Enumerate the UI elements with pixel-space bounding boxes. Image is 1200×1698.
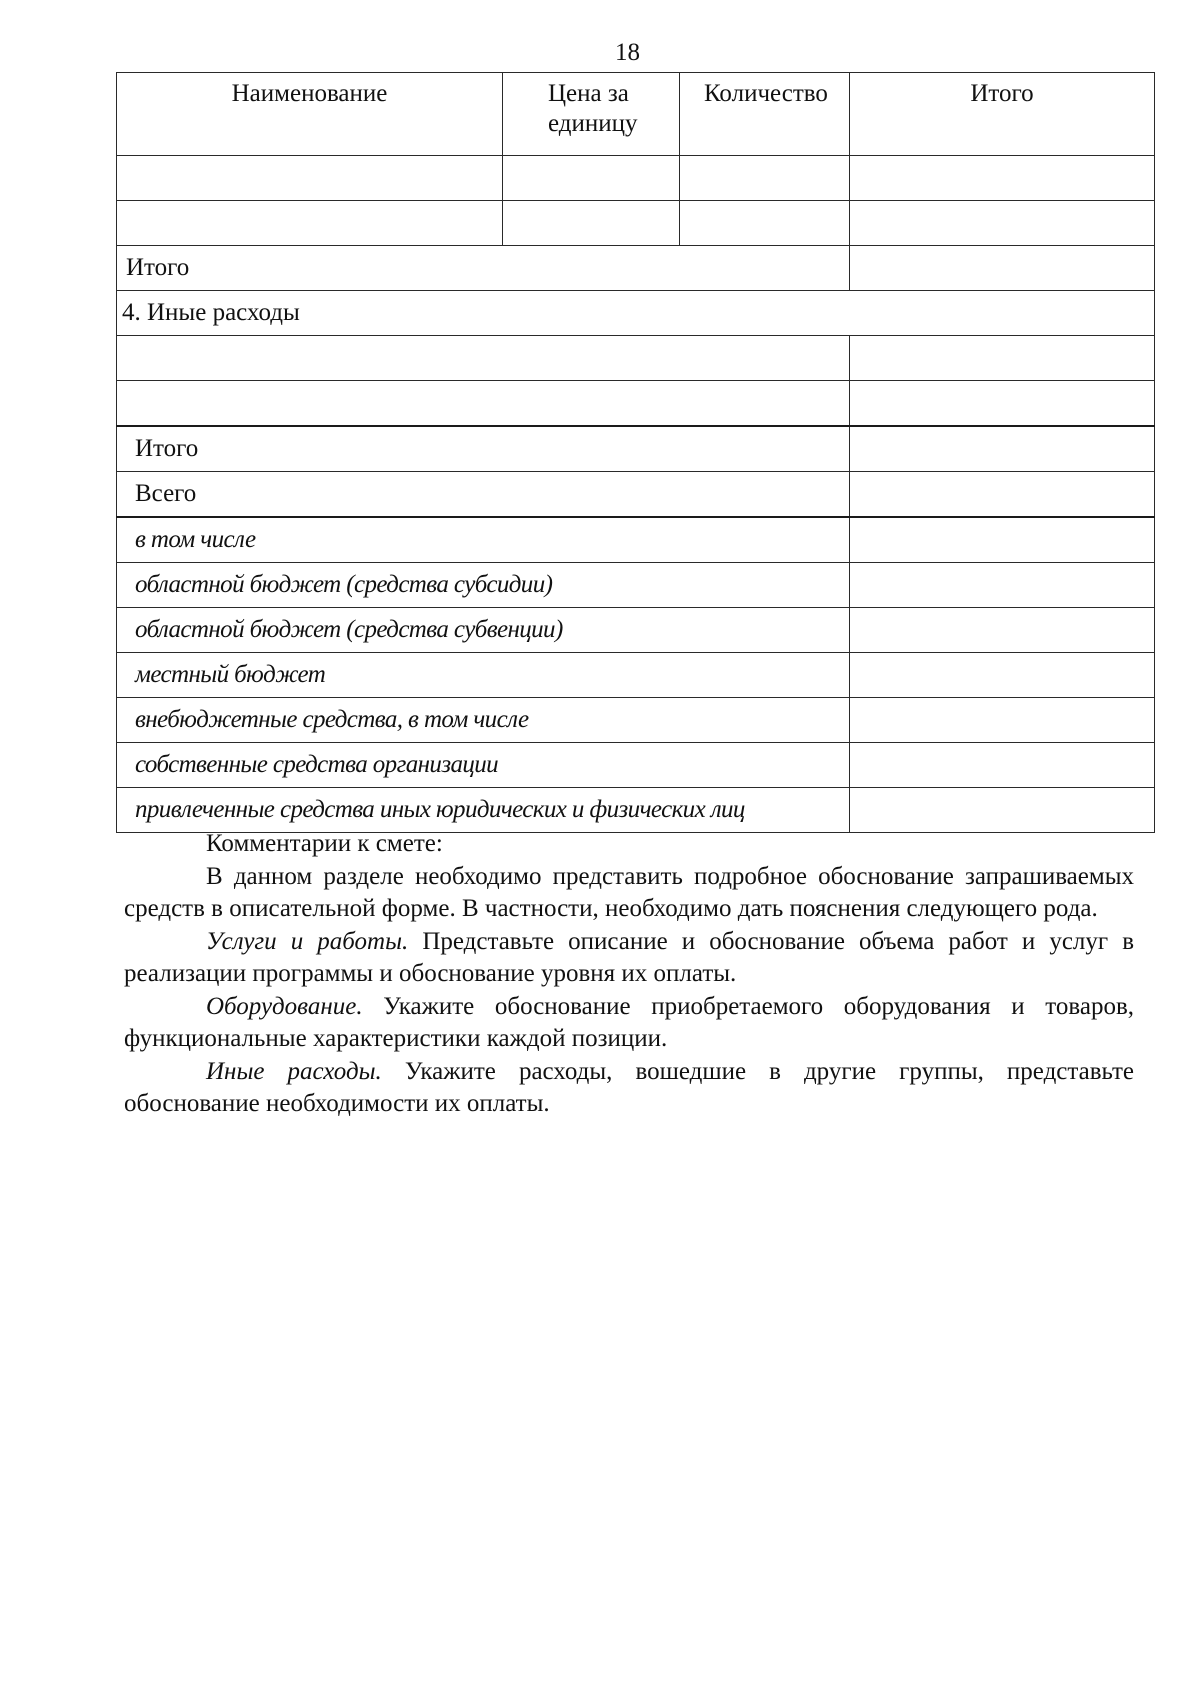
- equipment-text: Укажите обоснование приобретаемого оборудования и товаров, функциональные характеристики каждой позиции.: [124, 992, 1134, 1052]
- table-cell[interactable]: [680, 201, 850, 246]
- section-heading-row: [117, 291, 1155, 336]
- funding-row: [117, 608, 1155, 653]
- table-cell[interactable]: [850, 788, 1155, 833]
- funding-label: областной бюджет (средства субсидии): [117, 563, 850, 608]
- table-cell[interactable]: [117, 381, 850, 427]
- comment-services: [124, 926, 1134, 991]
- funding-row: [117, 743, 1155, 788]
- funding-row: [117, 653, 1155, 698]
- comment-other: [124, 1056, 1134, 1121]
- comments-heading: Комментарии к смете:: [206, 830, 443, 857]
- table-cell[interactable]: [117, 156, 503, 201]
- funding-label: собственные средства организации: [117, 743, 850, 788]
- table-row: [117, 336, 1155, 381]
- table-cell[interactable]: [850, 743, 1155, 788]
- other-text: Укажите расходы, вошедшие в другие группы, представьте обоснование необходимости их оплаты.: [124, 1057, 1134, 1117]
- funding-label: внебюджетные средства, в том числе: [117, 698, 850, 743]
- table-cell[interactable]: [850, 563, 1155, 608]
- other-term: Иные расходы.: [206, 1057, 382, 1085]
- table-cell[interactable]: [850, 698, 1155, 743]
- table-row: [117, 381, 1155, 427]
- funding-row: [117, 517, 1155, 563]
- table-header-row: [117, 73, 1155, 156]
- table-cell[interactable]: [850, 653, 1155, 698]
- funding-row: [117, 788, 1155, 833]
- comment-equipment: [124, 991, 1134, 1056]
- services-text: Представьте описание и обоснование объема работ и услуг в реализации программы и обоснование уровня их оплаты.: [124, 927, 1135, 987]
- grand-total-label: Всего: [117, 472, 850, 518]
- header-total: Итого: [850, 73, 1155, 156]
- page-number: 18: [615, 39, 640, 66]
- grand-total-row: [117, 472, 1155, 518]
- table-cell[interactable]: [117, 336, 850, 381]
- funding-row: [117, 563, 1155, 608]
- funding-label: местный бюджет: [117, 653, 850, 698]
- table-cell[interactable]: [117, 201, 503, 246]
- services-term: Услуги и работы.: [206, 927, 409, 955]
- equipment-total-label: Итого: [117, 246, 850, 291]
- budget-table: [116, 72, 1155, 833]
- table-cell[interactable]: [850, 517, 1155, 563]
- table-cell[interactable]: [850, 246, 1155, 291]
- table-cell[interactable]: [850, 472, 1155, 518]
- table-row: [117, 201, 1155, 246]
- header-quantity: Количество: [680, 73, 850, 156]
- table-cell[interactable]: [850, 201, 1155, 246]
- funding-row: [117, 698, 1155, 743]
- table-cell[interactable]: [850, 426, 1155, 472]
- table-cell[interactable]: [850, 336, 1155, 381]
- funding-label: в том числе: [117, 517, 850, 563]
- table-row: [117, 156, 1155, 201]
- funding-label: областной бюджет (средства субвенции): [117, 608, 850, 653]
- comments-intro: В данном разделе необходимо представить подробное обоснование запрашиваемых средств в описательной форме. В частности, необходимо дать пояснения следующего рода.: [124, 862, 1134, 922]
- section-4-title: 4. Иные расходы: [117, 291, 1155, 336]
- section-4-total-row: [117, 426, 1155, 472]
- table-cell[interactable]: [850, 381, 1155, 427]
- table-cell[interactable]: [503, 201, 680, 246]
- section-4-total-label: Итого: [117, 426, 850, 472]
- equipment-term: Оборудование.: [206, 992, 363, 1020]
- header-name: Наименование: [117, 73, 503, 156]
- table-cell[interactable]: [680, 156, 850, 201]
- comments-section: [124, 828, 1134, 1121]
- table-cell[interactable]: [850, 608, 1155, 653]
- table-cell[interactable]: [503, 156, 680, 201]
- funding-label: привлеченные средства иных юридических и физических лиц: [117, 788, 850, 833]
- table-cell[interactable]: [850, 156, 1155, 201]
- header-unit-price: Цена за единицу: [503, 73, 680, 156]
- equipment-total-row: [117, 246, 1155, 291]
